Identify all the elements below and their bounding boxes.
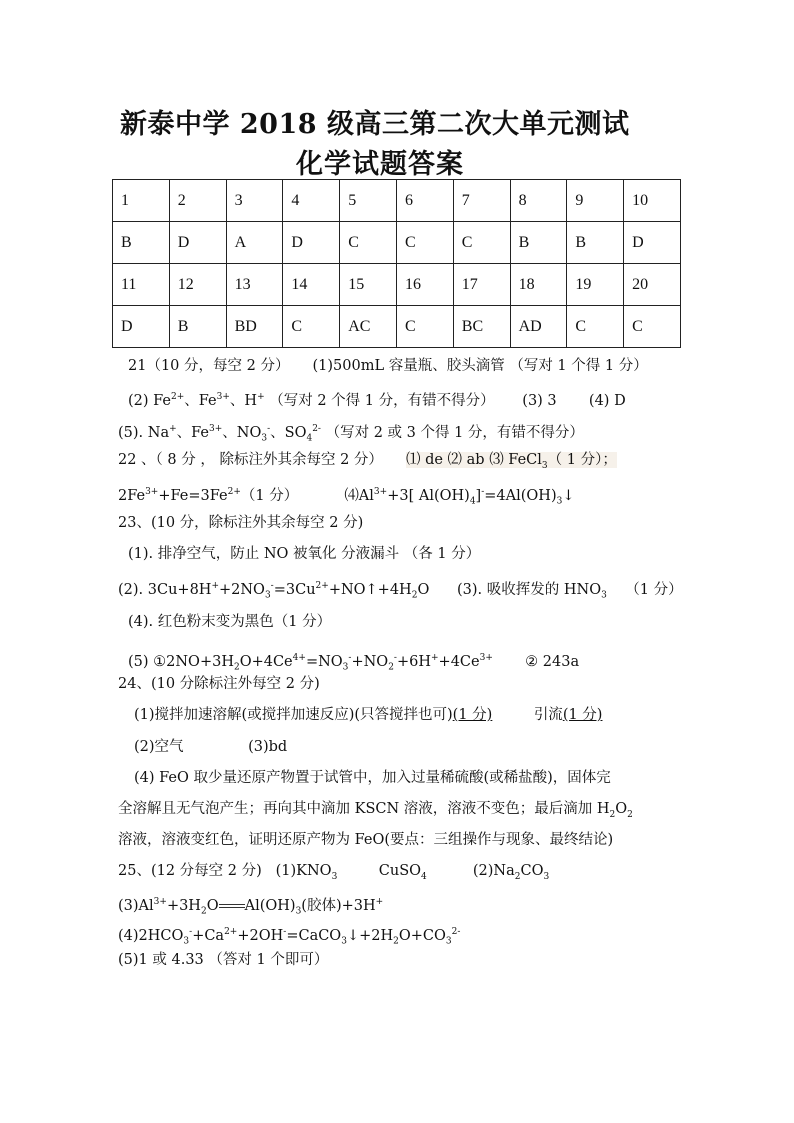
q23-equation-part: +6H (396, 653, 431, 670)
answer-cell: C (340, 222, 397, 264)
q24-answer-1b: 引流 (533, 707, 563, 723)
q25-answer-1b: CuSO (378, 863, 422, 879)
q23-answer-1: (1). 排净空气，防止 NO 被氧化 分液漏斗 （各 1 分） (128, 546, 481, 562)
answer-cell: A (226, 222, 283, 264)
q24-line-1 (134, 705, 602, 725)
q23-answer-5-2: ② 243a (525, 653, 580, 670)
q24-answer-4-part: O (615, 801, 628, 817)
q23-equation-part: O (417, 581, 430, 598)
q25-answer-2: CO (520, 863, 544, 879)
q25-equation-part: =CaCO (286, 927, 342, 944)
question-number-cell: 7 (453, 180, 510, 222)
question-number-cell: 20 (624, 264, 681, 306)
question-number-cell: 1 (113, 180, 170, 222)
question-number-cell: 2 (169, 180, 226, 222)
question-number-row (113, 180, 681, 222)
question-number-cell: 12 (169, 264, 226, 306)
q25-answer-5: (5)1 或 4.33 （答对 1 个即可） (118, 952, 329, 968)
answer-cell: D (113, 306, 170, 348)
q22-answer-4-part: ↓ (562, 487, 575, 504)
q22-answers-1-3: ⑴ de ⑵ ab ⑶ FeCl$_3$（ 1 分）； (405, 452, 617, 471)
q22-line-1 (118, 450, 617, 476)
q25-equation-part: Al(OH) (244, 897, 296, 914)
question-number-cell: 6 (396, 180, 453, 222)
q24-answer-1b-score: (1 分) (562, 707, 603, 723)
answer-cell: D (624, 222, 681, 264)
q21-answer-2-part: (2) Fe (128, 392, 171, 409)
answer-cell: C (396, 222, 453, 264)
q23-equation-part: +NO (351, 653, 389, 670)
question-number-cell: 11 (113, 264, 170, 306)
answer-cell: B (510, 222, 567, 264)
answer-cell: B (113, 222, 170, 264)
question-number-cell: 17 (453, 264, 510, 306)
q25-equation-part: +Ca (192, 927, 225, 944)
reversible-arrow-icon (219, 901, 245, 911)
question-number-cell: 4 (283, 180, 340, 222)
answer-cell: C (624, 306, 681, 348)
q22-equation-score: （1 分） (240, 487, 299, 504)
q22-answer-4-part: ⑷Al (344, 487, 374, 504)
answer-cell: D (169, 222, 226, 264)
answer-cell: C (567, 306, 624, 348)
q22-equation-part: 2Fe (118, 487, 146, 504)
q25-equation-part: +2OH (237, 927, 284, 944)
q22-answer-4-part: +3[ Al(OH) (387, 487, 470, 504)
question-number-cell: 19 (567, 264, 624, 306)
q25-answer-2: (2)Na (472, 863, 515, 879)
document-title: 新泰中学 2018 级高三第二次大单元测试 (120, 109, 630, 140)
q24-answer-4-part: 全溶解且无气泡产生；再向其中滴加 KSCN 溶液，溶液不变色；最后滴加 H (118, 801, 610, 817)
answer-cell: AC (340, 306, 397, 348)
q24-answer-2: (2)空气 (134, 739, 184, 755)
q21-line-3: (5). Na+、$Fe^{3+}$、$NO_3^-$、$SO_4^{2-}$ （写对 2 或 3 个得 1 分，有错不得分） (118, 424, 584, 444)
question-number-cell: 14 (283, 264, 340, 306)
answer-cell: D (283, 222, 340, 264)
q25-line-1: 25、(12 分每空 2 分) $(1)KNO_3$ CuSO$_4$ $(2)Na_2CO_3$ (118, 863, 550, 882)
q25-heading: 25、(12 分每空 2 分) (118, 863, 262, 879)
q25-equation-part: ↓+2H (346, 927, 394, 944)
question-number-cell: 18 (510, 264, 567, 306)
answer-row (113, 306, 681, 348)
question-number-row (113, 264, 681, 306)
answer-cell: B (169, 306, 226, 348)
q21-answer-5-part: 、NO (222, 424, 262, 441)
answer-row (113, 222, 681, 264)
answer-cell: C (283, 306, 340, 348)
q25-line-3: $(3)Al^{3+}+3H_2O$ $Al(OH)_3$(胶体)+3H+ (118, 897, 384, 917)
q23-line-5: (5) $①2NO+3H_2O+4Ce^{4+}=NO_3^-+NO_2^-+6H^++4Ce^{3+}$ ② 243a (128, 653, 580, 673)
question-number-cell: 3 (226, 180, 283, 222)
q21-answer-2-part: 、Fe (184, 392, 217, 409)
q21-answer-5-part: (5). Na (118, 424, 170, 441)
q24-answer-4-line-3: 溶液，溶液变红色，证明还原产物为 FeO(要点：三组操作与现象、最终结论) (118, 832, 614, 848)
answer-cell: BC (453, 306, 510, 348)
question-number-cell: 5 (340, 180, 397, 222)
q24-line-2 (134, 737, 287, 757)
q21-answer-2-part: 、H (229, 392, 258, 409)
q23-equation-part: =3Cu (273, 581, 316, 598)
q25-equation-part: O (206, 897, 219, 914)
q22-equation-part: +Fe=3Fe (158, 487, 228, 504)
q22-line-2: $2Fe^{3+}+Fe=3Fe^{2+}(1$ 分） $⑷Al^{3+}+3$[ $Al(OH)_4]^-=4Al(OH)_3↓$ (118, 487, 575, 507)
q23-equation-part: (5) ①2NO+3H (128, 653, 234, 670)
q21-line-1 (128, 356, 648, 376)
q23-equation-part: =NO (305, 653, 343, 670)
answer-cell: B (567, 222, 624, 264)
answer-cell: BD (226, 306, 283, 348)
answer-cell: AD (510, 306, 567, 348)
q23-equation-part: +NO↑+4H (328, 581, 412, 598)
question-number-cell: 16 (396, 264, 453, 306)
document-subtitle: 化学试题答案 (296, 149, 464, 180)
q23-answer-3-score: （1 分） (625, 581, 683, 598)
q23-answer-4: (4). 红色粉末变为黑色（1 分） (128, 614, 332, 630)
q24-answer-3: (3)bd (248, 739, 288, 755)
q21-answer-1: (1)500mL 容量瓶、胶头滴管 （写对 1 个得 1 分） (312, 358, 648, 374)
q23-equation-part: O+4Ce (239, 653, 293, 670)
q22-answer-4-part: ] (475, 487, 482, 504)
q24-heading: 24、(10 分除标注外每空 2 分) (118, 676, 320, 692)
q25-equation-part: (胶体)+3H (301, 897, 376, 914)
q24-answer-1: (1)搅拌加速溶解(或搅拌加速反应)(只答搅拌也可) (134, 707, 453, 723)
q23-equation-part: +4Ce (438, 653, 480, 670)
q23-equation-part: +2NO (218, 581, 265, 598)
q25-equation-part: +3H (166, 897, 201, 914)
q25-answer-1a: (1)KNO (275, 863, 332, 879)
q23-equation-part: (2). 3Cu+8H (118, 581, 212, 598)
question-number-cell: 10 (624, 180, 681, 222)
question-number-cell: 8 (510, 180, 567, 222)
q23-answer-3: (3). 吸收挥发的 HNO (457, 581, 602, 598)
q24-answer-4-line-2: 全溶解且无气泡产生；再向其中滴加 KSCN 溶液，溶液不变色；最后滴加 $H_2O_2$ (118, 801, 633, 820)
q21-answer-5-note: （写对 2 或 3 个得 1 分，有错不得分） (320, 424, 584, 441)
q21-line-2: (2) $Fe^{2+}$、$Fe^{3+}$、H+ （写对 2 个得 1 分，有错不得分） (3) 3 (4) D (128, 392, 626, 409)
q24-answer-1-score: (1 分) (452, 707, 493, 723)
answer-table (112, 179, 681, 348)
q24-answer-4-line-1: (4) FeO 取少量还原产物置于试管中，加入过量稀硫酸(或稀盐酸)，固体完 (134, 770, 611, 786)
q25-equation-part: (4)2HCO (118, 927, 184, 944)
question-number-cell: 15 (340, 264, 397, 306)
q22-heading: 22 、（ 8 分 ， 除标注外其余每空 2 分） (118, 452, 383, 468)
question-number-cell: 9 (567, 180, 624, 222)
q25-line-4: $(4)2HCO_3^-+Ca^{2+}+2OH^-=CaCO_3↓+2H_2O+CO_3^{2-}$ (118, 927, 461, 947)
q21-answer-5-part: 、Fe (176, 424, 209, 441)
q21-answer-3: (3) 3 (522, 392, 557, 409)
q23-heading: 23、(10 分，除标注外其余每空 2 分) (118, 515, 364, 531)
q22-answer-4-part: =4Al(OH) (484, 487, 557, 504)
q22-answer-text: ⑴ de ⑵ ab ⑶ FeCl (405, 452, 542, 468)
answer-cell: C (453, 222, 510, 264)
q25-equation-part: O+CO (398, 927, 446, 944)
q22-answer-score: （ 1 分）； (547, 452, 617, 468)
q21-answer-5-part: 、SO (270, 424, 307, 441)
q21-heading: 21（10 分，每空 2 分） (128, 358, 290, 374)
q23-line-2: (2). $3Cu+8H^++2NO_3^-=3Cu^{2+}+NO↑+4H_2O$ (3). 吸收挥发的 $HNO_3$ （1 分） (118, 581, 683, 601)
question-number-cell: 13 (226, 264, 283, 306)
q21-answer-4: (4) D (588, 392, 626, 409)
q25-equation-part: (3)Al (118, 897, 154, 914)
q21-answer-2-note: （写对 2 个得 1 分，有错不得分） (264, 392, 495, 409)
answer-cell: C (396, 306, 453, 348)
